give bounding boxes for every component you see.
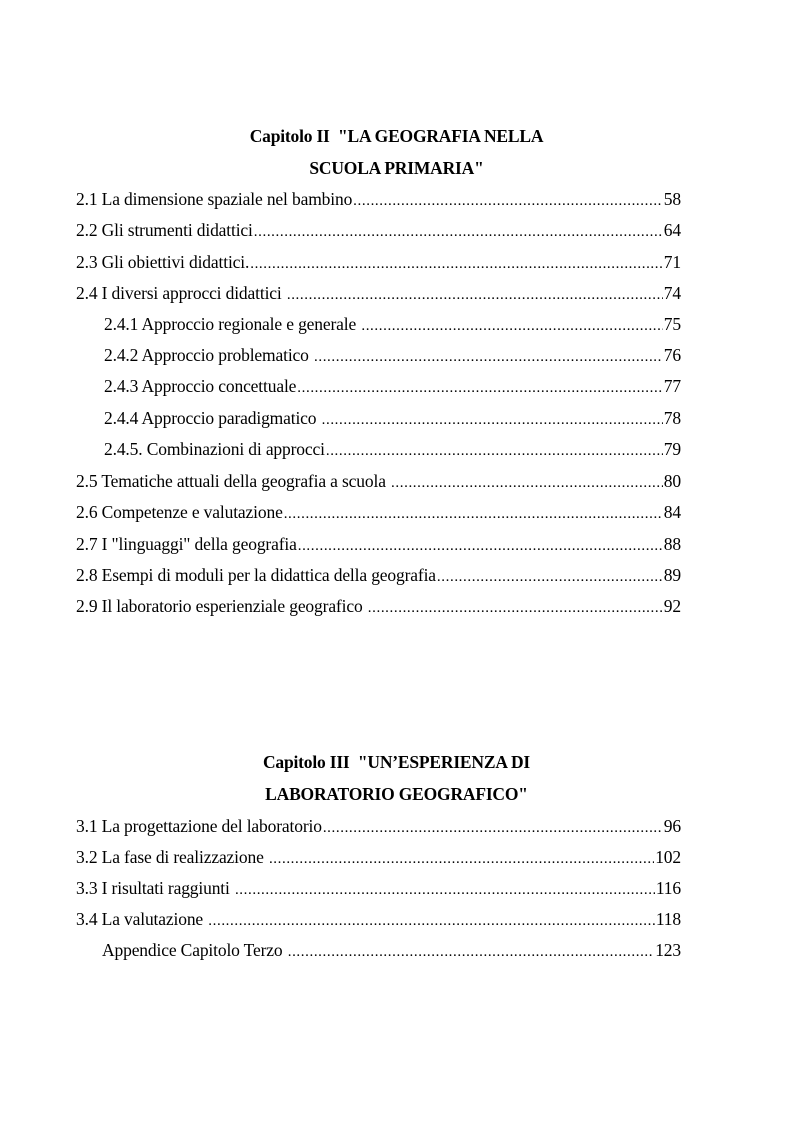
toc-entry-label: 3.1 La progettazione del laboratorio [76, 816, 322, 836]
toc-entry-page: 71 [663, 252, 681, 272]
toc-entry[interactable] [76, 846, 681, 868]
toc-entry-label: 3.4 La valutazione [76, 909, 208, 929]
toc-entry-page: 78 [663, 408, 681, 428]
toc-entry-page: 102 [655, 847, 681, 867]
toc-entry-label: 2.3 Gli obiettivi didattici. [76, 252, 250, 272]
toc-entry-page: 84 [663, 502, 681, 522]
dot-leader [322, 409, 663, 431]
toc-entry-page: 88 [663, 534, 681, 554]
toc-entry-label: 2.7 I "linguaggi" della geografia [76, 534, 297, 554]
toc-entry-label: 2.6 Competenze e valutazione [76, 502, 283, 522]
toc-entry-label: 2.4.4 Approccio paradigmatico [104, 408, 321, 428]
toc-subentry[interactable] [104, 438, 681, 460]
dot-leader [254, 221, 663, 243]
toc-entry-label: 2.4.1 Approccio regionale e generale [104, 314, 361, 334]
toc-entry[interactable] [76, 251, 681, 273]
dot-leader [437, 566, 663, 588]
toc-entry[interactable] [76, 533, 681, 555]
dot-leader [250, 253, 663, 275]
toc-entry-page: 75 [663, 314, 681, 334]
dot-leader [297, 377, 663, 399]
dot-leader [287, 284, 663, 306]
dot-leader [208, 910, 655, 932]
dot-leader [361, 315, 662, 337]
dot-leader [235, 879, 655, 901]
toc-entry[interactable] [76, 877, 681, 899]
toc-entry-label: 2.4.2 Approccio problematico [104, 345, 313, 365]
toc-entry-page: 77 [663, 376, 681, 396]
toc-entry[interactable] [76, 564, 681, 586]
dot-leader [298, 535, 663, 557]
toc-entry[interactable] [76, 908, 681, 930]
toc-entry-page: 79 [663, 439, 681, 459]
toc-entry-page: 116 [655, 878, 681, 898]
toc-entry-page: 89 [663, 565, 681, 585]
toc-subentry[interactable] [104, 344, 681, 366]
toc-entry-label: 2.4.3 Approccio concettuale [104, 376, 297, 396]
toc-entry-label: 2.2 Gli strumenti didattici [76, 220, 253, 240]
dot-leader [326, 440, 663, 462]
toc-entry-label: 3.2 La fase di realizzazione [76, 847, 268, 867]
toc-entry-page: 92 [663, 596, 681, 616]
toc-entry-label: 2.9 Il laboratorio esperienziale geografico [76, 596, 367, 616]
dot-leader [323, 817, 663, 839]
toc-entry-page: 118 [655, 909, 681, 929]
dot-leader [314, 346, 663, 368]
toc-entry-label: Appendice Capitolo Terzo [102, 940, 287, 960]
toc-entry-label: 2.8 Esempi di moduli per la didattica della geografia [76, 565, 436, 585]
dot-leader [353, 190, 663, 212]
toc-entry-label: 2.5 Tematiche attuali della geografia a scuola [76, 471, 391, 491]
toc-entry-label: 2.4.5. Combinazioni di approcci [104, 439, 325, 459]
toc-entry[interactable] [76, 595, 681, 617]
dot-leader [284, 503, 663, 525]
chapter-3-title-line-2: LABORATORIO GEOGRAFICO" [265, 784, 528, 804]
toc-subentry[interactable] [104, 407, 681, 429]
toc-subentry[interactable] [104, 313, 681, 335]
toc-entry-page: 64 [663, 220, 681, 240]
toc-entry-label: 2.1 La dimensione spaziale nel bambino [76, 189, 353, 209]
chapter-3-title-line-1: Capitolo III "UN’ESPERIENZA DI [262, 752, 531, 772]
toc-entry-page: 96 [663, 816, 681, 836]
dot-leader [391, 472, 663, 494]
toc-entry[interactable] [76, 282, 681, 304]
toc-entry-page: 58 [663, 189, 681, 209]
toc-entry[interactable] [76, 188, 681, 210]
toc-subentry[interactable] [104, 375, 681, 397]
toc-entry[interactable] [76, 501, 681, 523]
toc-entry[interactable] [76, 219, 681, 241]
dot-leader [288, 941, 654, 963]
toc-entry-page: 123 [655, 940, 681, 960]
dot-leader [269, 848, 654, 870]
dot-leader [368, 597, 663, 619]
toc-subentry[interactable] [102, 939, 681, 961]
chapter-2-title-line-1: Capitolo II "LA GEOGRAFIA NELLA [249, 126, 544, 146]
toc-entry[interactable] [76, 470, 681, 492]
toc-entry-page: 74 [663, 283, 681, 303]
toc-entry[interactable] [76, 815, 681, 837]
toc-entry-label: 3.3 I risultati raggiunti [76, 878, 234, 898]
toc-entry-label: 2.4 I diversi approcci didattici [76, 283, 286, 303]
toc-entry-page: 76 [663, 345, 681, 365]
chapter-2-title-line-2: SCUOLA PRIMARIA" [309, 158, 484, 178]
toc-entry-page: 80 [663, 471, 681, 491]
